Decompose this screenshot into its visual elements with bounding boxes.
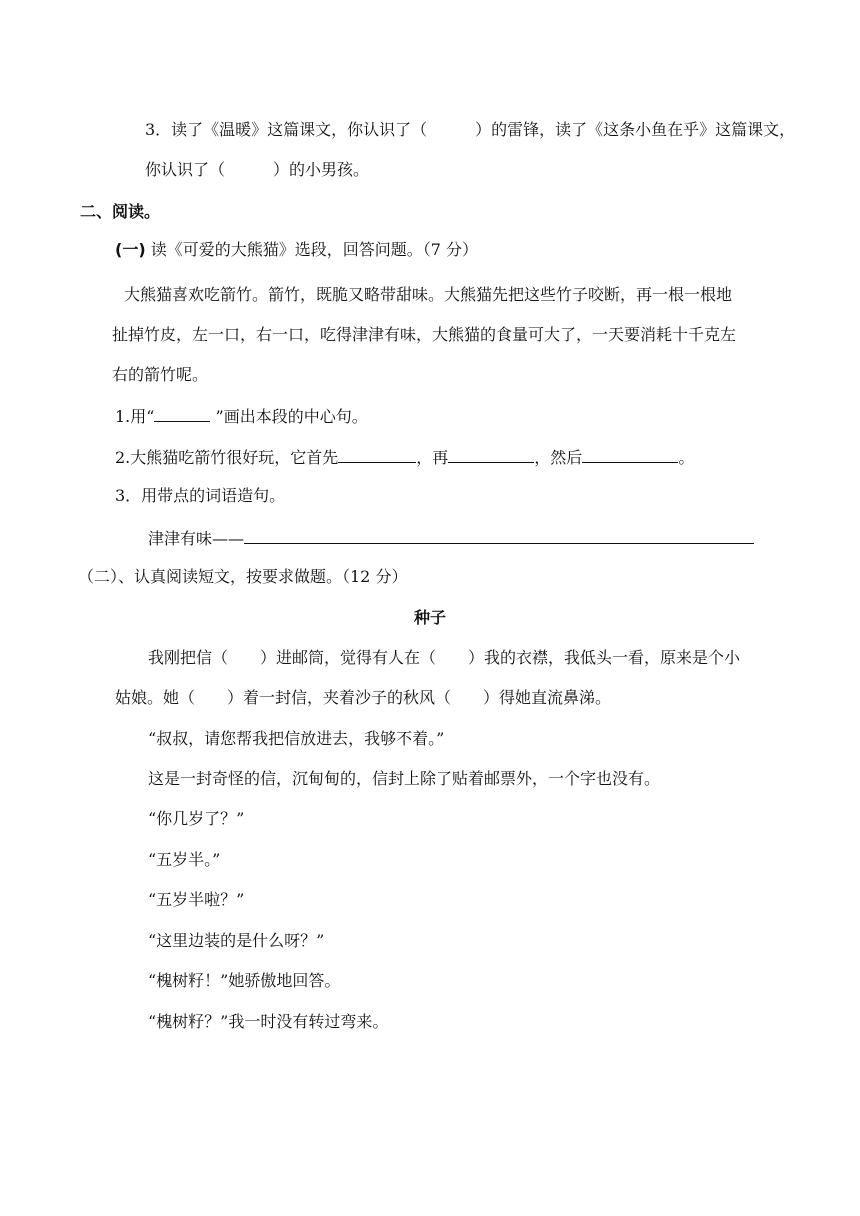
part1-number: (一) (115, 240, 146, 259)
part1-question-1 (115, 405, 368, 427)
story-line: “叔叔，请您帮我把信放进去，我够不着。” (148, 729, 445, 748)
story-line: “五岁半。” (148, 850, 221, 869)
story-line: “槐树籽？”我一时没有转过弯来。 (148, 1012, 389, 1031)
story-line: “五岁半啦？” (148, 890, 245, 909)
sentence-making-line (148, 527, 754, 549)
part1-heading-text: 读《可爱的大熊猫》选段，回答问题。（7 分） (150, 240, 479, 259)
q2-answer-blank-1[interactable] (338, 446, 416, 463)
q2-text-d: 。 (678, 448, 695, 467)
q1-suffix: ”画出本段的中心句。 (210, 407, 368, 426)
passage-line-3: 右的箭竹呢。 (112, 365, 209, 384)
q2-text-b: ，再 (416, 448, 449, 467)
passage-line-1: 大熊猫喜欢吃箭竹。箭竹，既脆又略带甜味。大熊猫先把这些竹子咬断，再一根一根地 (124, 285, 733, 304)
story-line: “你几岁了？” (148, 809, 245, 828)
story-line: “这里边装的是什么呀？” (148, 931, 325, 950)
q2-text-c: ，然后 (534, 448, 583, 467)
part1-question-3: 3．用带点的词语造句。 (115, 486, 286, 505)
section-heading-reading: 二、阅读。 (80, 202, 161, 221)
part2-heading: （二）、认真阅读短文，按要求做题。（12 分） (78, 567, 408, 586)
passage-title: 种子 (413, 608, 446, 627)
part1-heading (115, 240, 478, 260)
part1-question-2 (115, 446, 694, 468)
sentence-answer-blank[interactable] (244, 527, 754, 544)
story-paragraph-1-line-1: 我刚把信（ ）进邮筒，觉得有人在（ ）我的衣襟，我低头一看，原来是个小 (148, 648, 741, 667)
q2-answer-blank-3[interactable] (582, 446, 678, 463)
story-line: 这是一封奇怪的信，沉甸甸的，信封上除了贴着邮票外，一个字也没有。 (148, 769, 661, 788)
sentence-word: 津津有味—— (148, 529, 245, 548)
question-3-line-2: 你认识了（ ）的小男孩。 (145, 160, 370, 179)
q2-text-a: 2.大熊猫吃箭竹很好玩，它首先 (115, 448, 339, 467)
q1-underline-sample (154, 405, 210, 422)
q2-answer-blank-2[interactable] (448, 446, 534, 463)
story-line: “槐树籽！”她骄傲地回答。 (148, 971, 341, 990)
story-paragraph-1-line-2: 姑娘。她（ ）着一封信，夹着沙子的秋风（ ）得她直流鼻涕。 (115, 688, 612, 707)
passage-line-2: 扯掉竹皮，左一口，右一口，吃得津津有味，大熊猫的食量可大了，一天要消耗十千克左 (112, 325, 737, 344)
question-3-line-1: 3．读了《温暖》这篇课文，你认识了（ ）的雷锋，读了《这条小鱼在乎》这篇课文， (145, 120, 796, 139)
q1-prefix: 1.用“ (115, 407, 155, 426)
